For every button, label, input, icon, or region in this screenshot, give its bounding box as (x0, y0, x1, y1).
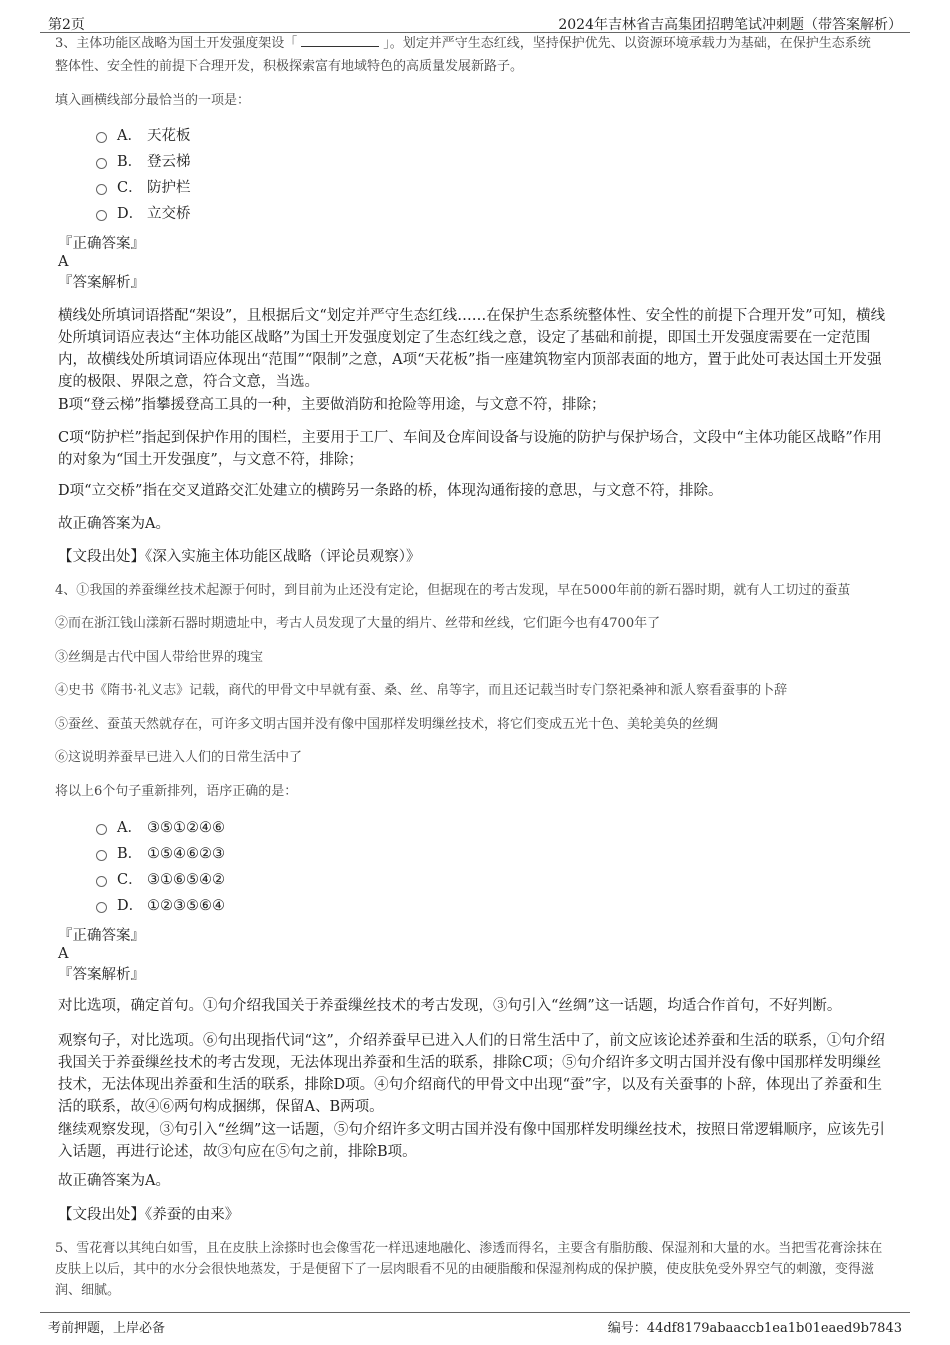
q4-option-c[interactable] (96, 869, 225, 891)
q3-stem-line2: 整体性、安全性的前提下合理开发，积极探索富有地域特色的高质量发展新路子。 (55, 59, 524, 74)
q4-sentence-4: ④史书《隋书·礼义志》记载，商代的甲骨文中早就有蚕、桑、丝、帛等字，而且还记载当时专门祭祀桑神和派人察看蚕事的卜辞 (55, 683, 788, 698)
q4-analysis-label: 『答案解析』 (58, 967, 145, 983)
option-letter: C． (117, 872, 143, 888)
option-text: 天花板 (147, 128, 191, 144)
q4-option-a[interactable] (96, 817, 225, 839)
q3-option-d[interactable] (96, 203, 191, 225)
q4-option-d[interactable] (96, 895, 225, 917)
option-text: 防护栏 (147, 180, 191, 196)
option-text: ③⑤①②④⑥ (147, 820, 225, 836)
radio-icon[interactable] (96, 850, 107, 861)
radio-icon[interactable] (96, 158, 107, 169)
option-letter: D． (117, 898, 144, 914)
document-id: 编号：44df8179abaaccb1ea1b01eaed9b7843 (607, 1321, 902, 1336)
q4-answer: A (58, 946, 69, 962)
option-letter: A． (117, 820, 142, 836)
q3-analysis-p1: 横线处所填词语搭配“架设”，且根据后文“划定并严守生态红线……在保护生态系统整体性、安全性的前提下合理开发”可知，横线处所填词语应表达“主体功能区战略”为国土开发强度划定了生态红线之意，设定了基础和前提，即国土开发强度需要在一定范围内，故横线处所填词语应体现出“范围”“限制”之意，A项“天花板”指一座建筑物室内顶部表面的地方，置于此处可表达国土开发强度的极限、界限之意，符合文意，当选。 (58, 308, 886, 390)
q4-analysis-p3: 继续观察发现，③句引入“丝绸”这一话题，⑤句介绍许多文明古国并没有像中国那样发明缫丝技术，按照日常逻辑顺序，应该先引入话题，再进行论述，故③句应在⑤句之前，排除B项。 (58, 1122, 885, 1160)
option-text: ①②③⑤⑥④ (147, 898, 225, 914)
q4-option-b[interactable] (96, 843, 225, 865)
option-text: 登云梯 (147, 154, 191, 170)
q3-blank (301, 34, 379, 47)
page-number: 第2页 (48, 17, 85, 33)
radio-icon[interactable] (96, 132, 107, 143)
q4-sentence-5: ⑤蚕丝、蚕茧天然就存在，可许多文明古国并没有像中国那样发明缫丝技术，将它们变成五光十色、美轮美奂的丝绸 (55, 717, 719, 732)
page-footer (40, 1312, 910, 1335)
option-text: 立交桥 (147, 206, 191, 222)
q3-option-b[interactable] (96, 151, 191, 173)
option-letter: B． (117, 846, 143, 862)
q5-stem: 5、雪花膏以其纯白如雪，且在皮肤上涂搽时也会像雪花一样迅速地融化、渗透而得名，主要含有脂肪酸、保湿剂和大量的水。当把雪花膏涂抹在皮肤上以后，其中的水分会很快地蒸发，于是便留下了一层肉眼看不见的由硬脂酸和保湿剂构成的保护膜，使皮肤免受外界空气的刺激，变得滋润、细腻。 (55, 1241, 883, 1298)
q3-analysis-p4: D项“立交桥”指在交叉道路交汇处建立的横跨另一条路的桥，体现沟通衔接的意思，与文意不符，排除。 (58, 483, 723, 499)
option-letter: B． (117, 154, 143, 170)
option-text: ①⑤④⑥②③ (147, 846, 225, 862)
footer-slogan: 考前押题，上岸必备 (48, 1321, 166, 1336)
q3-option-a[interactable] (96, 125, 191, 147)
radio-icon[interactable] (96, 876, 107, 887)
q3-answer: A (58, 254, 69, 270)
q3-prompt: 填入画横线部分最恰当的一项是： (55, 93, 251, 108)
q4-analysis-p4: 故正确答案为A。 (58, 1173, 170, 1189)
q3-stem-part-b: 」。划定并严守生态红线，坚持保护优先、以资源环境承载力为基础，在保护生态系统 (383, 36, 871, 51)
q4-sentence-1: 4、①我国的养蚕缫丝技术起源于何时，到目前为止还没有定论，但据现在的考古发现，早在5000年前的新石器时期，就有人工切过的蚕茧 (55, 583, 851, 598)
q3-analysis-label: 『答案解析』 (58, 275, 145, 291)
q3-stem-part-a: 3、主体功能区战略为国土开发强度架设「 (55, 36, 298, 51)
radio-icon[interactable] (96, 210, 107, 221)
q3-option-c[interactable] (96, 177, 191, 199)
radio-icon[interactable] (96, 824, 107, 835)
option-letter: C． (117, 180, 143, 196)
q4-sentence-3: ③丝绸是古代中国人带给世界的瑰宝 (55, 650, 264, 665)
q4-sentence-2: ②而在浙江钱山漾新石器时期遗址中，考古人员发现了大量的绢片、丝带和丝线，它们距今也有4700年了 (55, 616, 661, 631)
q3-answer-label: 『正确答案』 (58, 236, 145, 252)
q4-analysis-p2: 观察句子，对比选项。⑥句出现指代词“这”，介绍养蚕早已进入人们的日常生活中了，前文应该论述养蚕和生活的联系，①句介绍我国关于养蚕缫丝技术的考古发现，无法体现出养蚕和生活的联系，排除C项；⑤句介绍许多文明古国并没有像中国那样发明缫丝技术，无法体现出养蚕和生活的联系，排除D项。④句介绍商代的甲骨文中出现“蚕”字，以及有关蚕事的卜辞，体现出了养蚕和生活的联系，故④⑥两句构成捆绑，保留A、B两项。 (58, 1033, 885, 1115)
option-letter: D． (117, 206, 144, 222)
q3-analysis-p3: C项“防护栏”指起到保护作用的围栏，主要用于工厂、车间及仓库间设备与设施的防护与保护场合，文段中“主体功能区战略”作用的对象为“国土开发强度”，与文意不符，排除； (58, 430, 882, 468)
document-title: 2024年吉林省吉高集团招聘笔试冲刺题（带答案解析） (558, 17, 902, 33)
radio-icon[interactable] (96, 902, 107, 913)
q3-stem-line1 (55, 34, 871, 54)
q4-answer-label: 『正确答案』 (58, 928, 145, 944)
q4-analysis-p1: 对比选项，确定首句。①句介绍我国关于养蚕缫丝技术的考古发现，③句引入“丝绸”这一话题，均适合作首句，不好判断。 (58, 998, 842, 1014)
q4-sentence-6: ⑥这说明养蚕早已进入人们的日常生活中了 (55, 750, 303, 765)
q3-analysis-p2: B项“登云梯”指攀援登高工具的一种，主要做消防和抢险等用途，与文意不符，排除； (58, 397, 606, 413)
q3-source: 【文段出处】《深入实施主体功能区战略（评论员观察）》 (58, 549, 421, 565)
option-text: ③①⑥⑤④② (147, 872, 225, 888)
q3-analysis-p5: 故正确答案为A。 (58, 516, 170, 532)
q4-prompt: 将以上6个句子重新排列，语序正确的是： (55, 784, 298, 799)
radio-icon[interactable] (96, 184, 107, 195)
option-letter: A． (117, 128, 142, 144)
q4-source: 【文段出处】《养蚕的由来》 (58, 1207, 240, 1223)
